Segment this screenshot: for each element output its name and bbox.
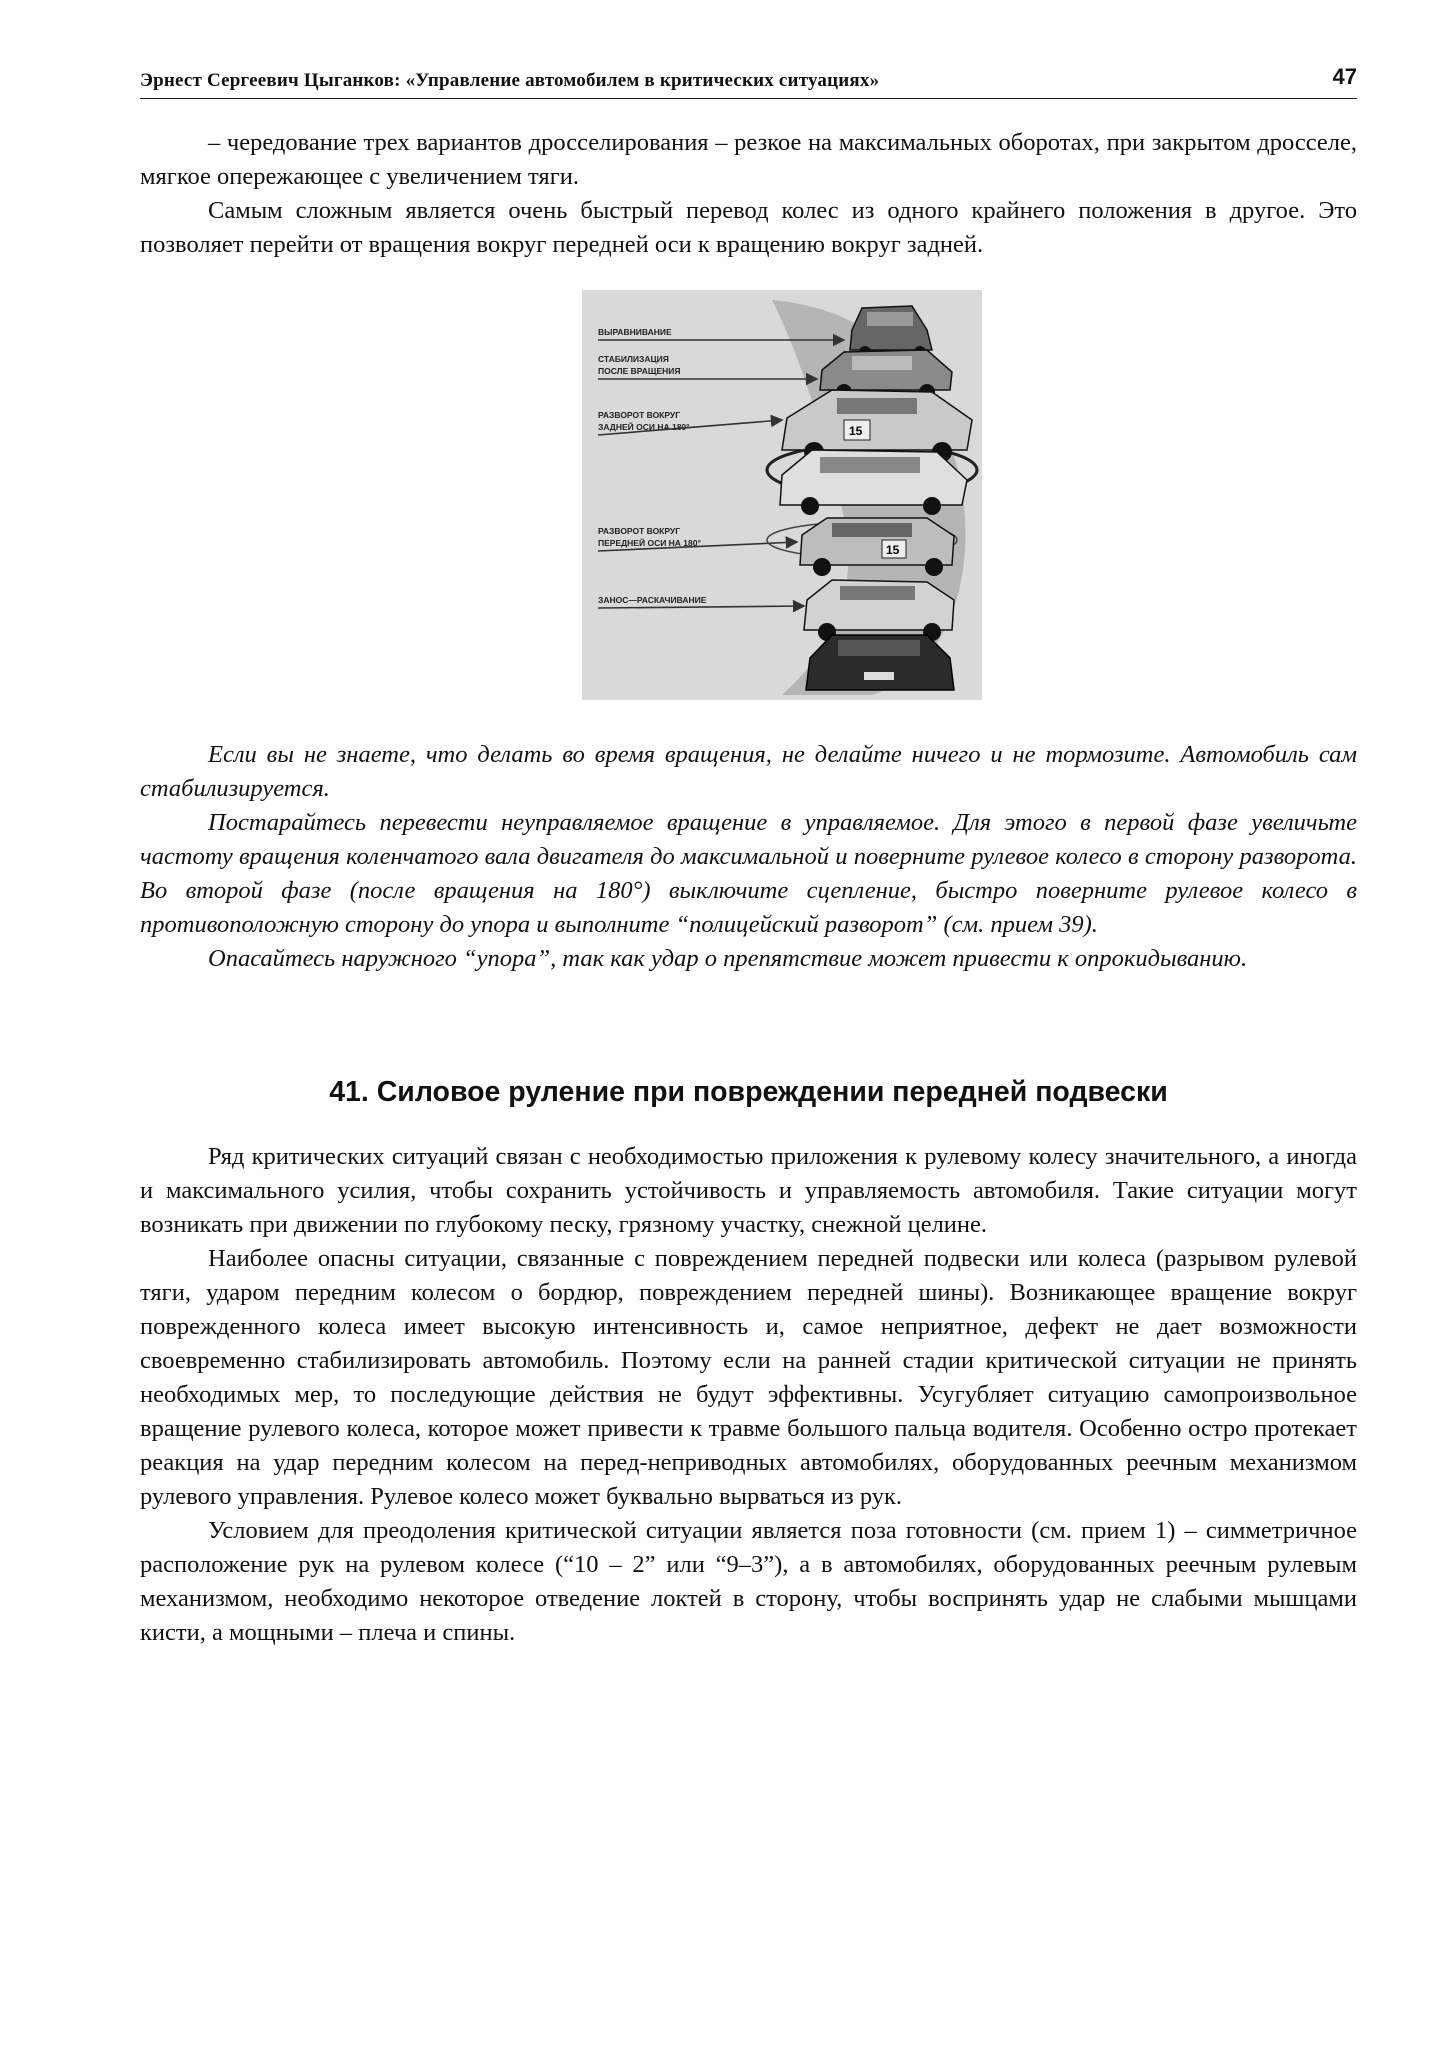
figure-label: ПОСЛЕ ВРАЩЕНИЯ (598, 366, 681, 376)
body-text (140, 1140, 1357, 1650)
figure-label: РАЗВОРОТ ВОКРУГ (598, 410, 681, 420)
illustration-drawing (582, 290, 982, 700)
paragraph: Ряд критических ситуаций связан с необходимостью приложения к рулевому колесу значительного, а иногда и максимального усилия, чтобы сохранить устойчивость и управляемость автомобиля. Такие ситуации могут возникать при движении по глубокому песку, грязному участку, снежной целине. (140, 1143, 1357, 1238)
figure-label: ЗАНОС—РАСКАЧИВАНИЕ (598, 595, 707, 605)
intro-text (140, 126, 1357, 262)
car (806, 635, 954, 690)
car-number: 15 (849, 424, 863, 438)
paragraph: – чередование трех вариантов дросселирования – резкое на максимальных оборотах, при закрытом дросселе, мягкое опережающее с увеличением тяги. (140, 129, 1357, 190)
paragraph: Самым сложным является очень быстрый перевод колес из одного крайнего положения в другое. Это позволяет перейти от вращения вокруг передней оси к вращению вокруг задней. (140, 197, 1357, 258)
section-heading: 41. Силовое руление при повреждении передней подвески (329, 1076, 1168, 1108)
figure-label: РАЗВОРОТ ВОКРУГ (598, 526, 681, 536)
car-rotation-illustration (582, 290, 982, 700)
paragraph: Опасайтесь наружного “упора”, так как удар о препятствие может привести к опрокидыванию. (208, 945, 1248, 972)
car-number: 15 (886, 543, 900, 557)
paragraph: Постарайтесь перевести неуправляемое вращение в управляемое. Для этого в первой фазе увеличьте частоту вращения коленчатого вала двигателя до максимальной и поверните рулевое колесо в сторону разворота. Во второй фазе (после вращения на 180°) выключите сцепление, быстро поверните рулевое колесо в противоположную сторону до упора и выполните “полицейский разворот” (см. прием 39). (140, 809, 1357, 938)
figure-label: ВЫРАВНИВАНИЕ (598, 327, 672, 337)
page-number: 47 (1332, 64, 1357, 89)
italic-text (140, 738, 1357, 976)
paragraph: Наиболее опасны ситуации, связанные с повреждением передней подвески или колеса (разрывом рулевой тяги, ударом передним колесом о бордюр, повреждением передней шины). Возникающее вращение вокруг поврежденного колеса имеет высокую интенсивность и, самое неприятное, дефект не дает возможности своевременно стабилизировать автомобиль. Поэтому если на ранней стадии критической ситуации не принять необходимых мер, то последующие действия не будут эффективны. Усугубляет ситуацию самопроизвольное вращение рулевого колеса, которое может привести к травме большого пальца водителя. Особенно остро протекает реакция на удар передним колесом на перед-неприводных автомобилях, оборудованных реечным механизмом рулевого управления. Рулевое колесо может буквально вырваться из рук. (140, 1245, 1357, 1510)
book-title: Эрнест Сергеевич Цыганков: «Управление автомобилем в критических ситуациях» (140, 70, 880, 91)
paragraph: Условием для преодоления критической ситуации является поза готовности (см. прием 1) – симметричное расположение рук на рулевом колесе (“10 – 2” или “9–3”), а в автомобилях, оборудованных реечным рулевым механизмом, необходимо некоторое отведение локтей в сторону, чтобы воспринять удар не слабыми мышцами кисти, а мощными – плеча и спины. (140, 1517, 1357, 1646)
car (780, 450, 967, 515)
figure-label: ЗАДНЕЙ ОСИ НА 180° (598, 422, 690, 432)
paragraph: Если вы не знаете, что делать во время вращения, не делайте ничего и не тормозите. Автомобиль сам стабилизируется. (140, 741, 1357, 802)
figure-label: СТАБИЛИЗАЦИЯ (598, 354, 669, 364)
running-header (140, 64, 1357, 99)
figure-label: ПЕРЕДНЕЙ ОСИ НА 180° (598, 538, 701, 548)
arrow (598, 606, 804, 608)
